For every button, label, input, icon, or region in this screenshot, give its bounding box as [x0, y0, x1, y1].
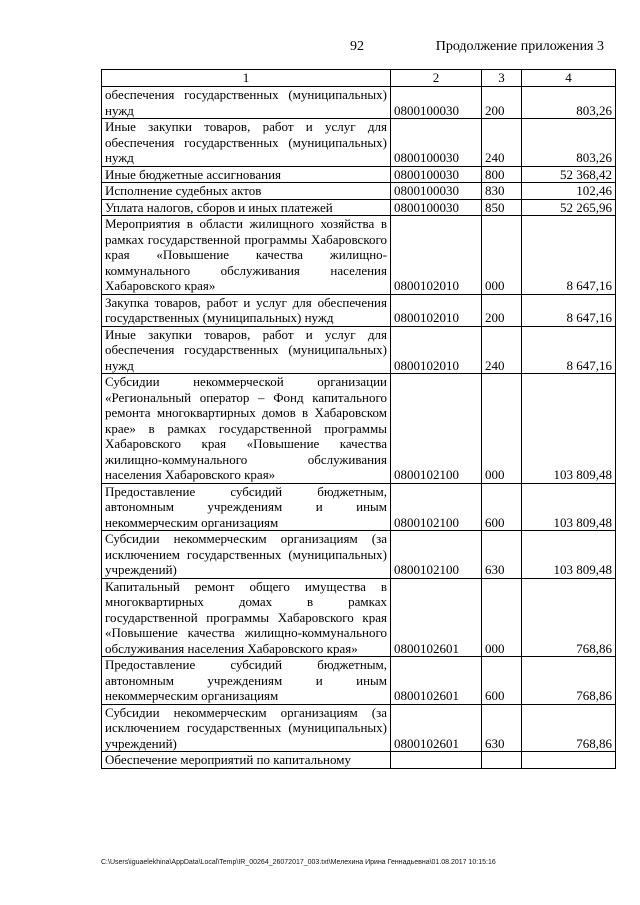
- row-name: Закупка товаров, работ и услуг для обеспечения государственных (муниципальных) нужд: [102, 294, 391, 326]
- row-name: Иные бюджетные ассигнования: [102, 166, 391, 183]
- column-header-code: 2: [391, 70, 482, 87]
- row-code: 0800100030: [391, 87, 482, 119]
- table-row: [102, 374, 616, 484]
- row-kind: 200: [482, 294, 522, 326]
- row-name: Исполнение судебных актов: [102, 183, 391, 200]
- table-header-row: [102, 70, 616, 87]
- row-code: 0800102010: [391, 294, 482, 326]
- row-amount: 103 809,48: [522, 483, 616, 531]
- row-amount: 8 647,16: [522, 216, 616, 295]
- row-kind: 000: [482, 216, 522, 295]
- row-amount: 102,46: [522, 183, 616, 200]
- row-kind: 630: [482, 531, 522, 579]
- row-amount: 8 647,16: [522, 294, 616, 326]
- row-name: Обеспечение мероприятий по капитальному: [102, 752, 391, 769]
- table-row: [102, 183, 616, 200]
- footer-file-path: C:\Users\iguaelekhina\AppData\Local\Temp\IR_00264_26072017_003.txt\Мелехина Ирина Геннадьевна\01.08.2017 10:15:16: [101, 859, 496, 866]
- row-amount: [522, 752, 616, 769]
- row-name: обеспечения государственных (муниципальных) нужд: [102, 87, 391, 119]
- row-code: 0800102601: [391, 578, 482, 657]
- row-code: 0800102010: [391, 326, 482, 374]
- column-header-kind: 3: [482, 70, 522, 87]
- row-kind: 240: [482, 119, 522, 167]
- column-header-name: 1: [102, 70, 391, 87]
- table-header: [102, 70, 616, 87]
- row-kind: 200: [482, 87, 522, 119]
- table-row: [102, 166, 616, 183]
- row-kind: 630: [482, 704, 522, 752]
- row-kind: 000: [482, 578, 522, 657]
- table-row: [102, 531, 616, 579]
- row-code: 0800102100: [391, 374, 482, 484]
- row-code: 0800102601: [391, 657, 482, 705]
- row-kind: 830: [482, 183, 522, 200]
- row-kind: 000: [482, 374, 522, 484]
- row-code: 0800102601: [391, 704, 482, 752]
- row-code: 0800102100: [391, 483, 482, 531]
- row-amount: 103 809,48: [522, 531, 616, 579]
- table-row: [102, 704, 616, 752]
- row-amount: 52 368,42: [522, 166, 616, 183]
- row-name: Иные закупки товаров, работ и услуг для обеспечения государственных (муниципальных) нужд: [102, 119, 391, 167]
- row-kind: 800: [482, 166, 522, 183]
- row-code: 0800100030: [391, 119, 482, 167]
- table-row: [102, 483, 616, 531]
- row-name: Субсидии некоммерческим организациям (за исключением государственных (муниципальных) учреждений): [102, 704, 391, 752]
- row-code: 0800100030: [391, 199, 482, 216]
- table-row: [102, 119, 616, 167]
- row-amount: 8 647,16: [522, 326, 616, 374]
- row-amount: 803,26: [522, 119, 616, 167]
- row-amount: 103 809,48: [522, 374, 616, 484]
- table-row: [102, 752, 616, 769]
- continuation-label: Продолжение приложения 3: [435, 39, 604, 54]
- row-name: Иные закупки товаров, работ и услуг для обеспечения государственных (муниципальных) нужд: [102, 326, 391, 374]
- row-name: Уплата налогов, сборов и иных платежей: [102, 199, 391, 216]
- row-amount: 52 265,96: [522, 199, 616, 216]
- table-body: [102, 87, 616, 769]
- row-name: Субсидии некоммерческой организации «Региональный оператор – Фонд капитального ремонта многоквартирных домов в Хабаровском крае» в рамках государственной программы Хабаровского края «Повышение качества жилищно-коммунального обслуживания населения Хабаровского края»: [102, 374, 391, 484]
- row-name: Субсидии некоммерческим организациям (за исключением государственных (муниципальных) учреждений): [102, 531, 391, 579]
- row-code: 0800100030: [391, 166, 482, 183]
- table-row: [102, 199, 616, 216]
- table-row: [102, 294, 616, 326]
- page-number: 92: [350, 39, 364, 54]
- row-name: Предоставление субсидий бюджетным, автономным учреждениям и иным некоммерческим организациям: [102, 483, 391, 531]
- row-name: Мероприятия в области жилищного хозяйства в рамках государственной программы Хабаровского края «Повышение качества жилищно-коммунального обслуживания населения Хабаровского края»: [102, 216, 391, 295]
- row-code: [391, 752, 482, 769]
- row-kind: 600: [482, 483, 522, 531]
- table-row: [102, 326, 616, 374]
- column-header-amount: 4: [522, 70, 616, 87]
- table-row: [102, 216, 616, 295]
- row-code: 0800100030: [391, 183, 482, 200]
- row-amount: 768,86: [522, 704, 616, 752]
- table-row: [102, 657, 616, 705]
- table-row: [102, 87, 616, 119]
- row-name: Предоставление субсидий бюджетным, автономным учреждениям и иным некоммерческим организациям: [102, 657, 391, 705]
- row-amount: 803,26: [522, 87, 616, 119]
- row-kind: 600: [482, 657, 522, 705]
- row-code: 0800102010: [391, 216, 482, 295]
- row-code: 0800102100: [391, 531, 482, 579]
- row-amount: 768,86: [522, 578, 616, 657]
- table-row: [102, 578, 616, 657]
- row-kind: [482, 752, 522, 769]
- row-amount: 768,86: [522, 657, 616, 705]
- budget-table: [101, 69, 616, 769]
- row-name: Капитальный ремонт общего имущества в многоквартирных домах в рамках государственной программы Хабаровского края «Повышение качества жилищно-коммунального обслуживания населения Хабаровского края»: [102, 578, 391, 657]
- row-kind: 850: [482, 199, 522, 216]
- row-kind: 240: [482, 326, 522, 374]
